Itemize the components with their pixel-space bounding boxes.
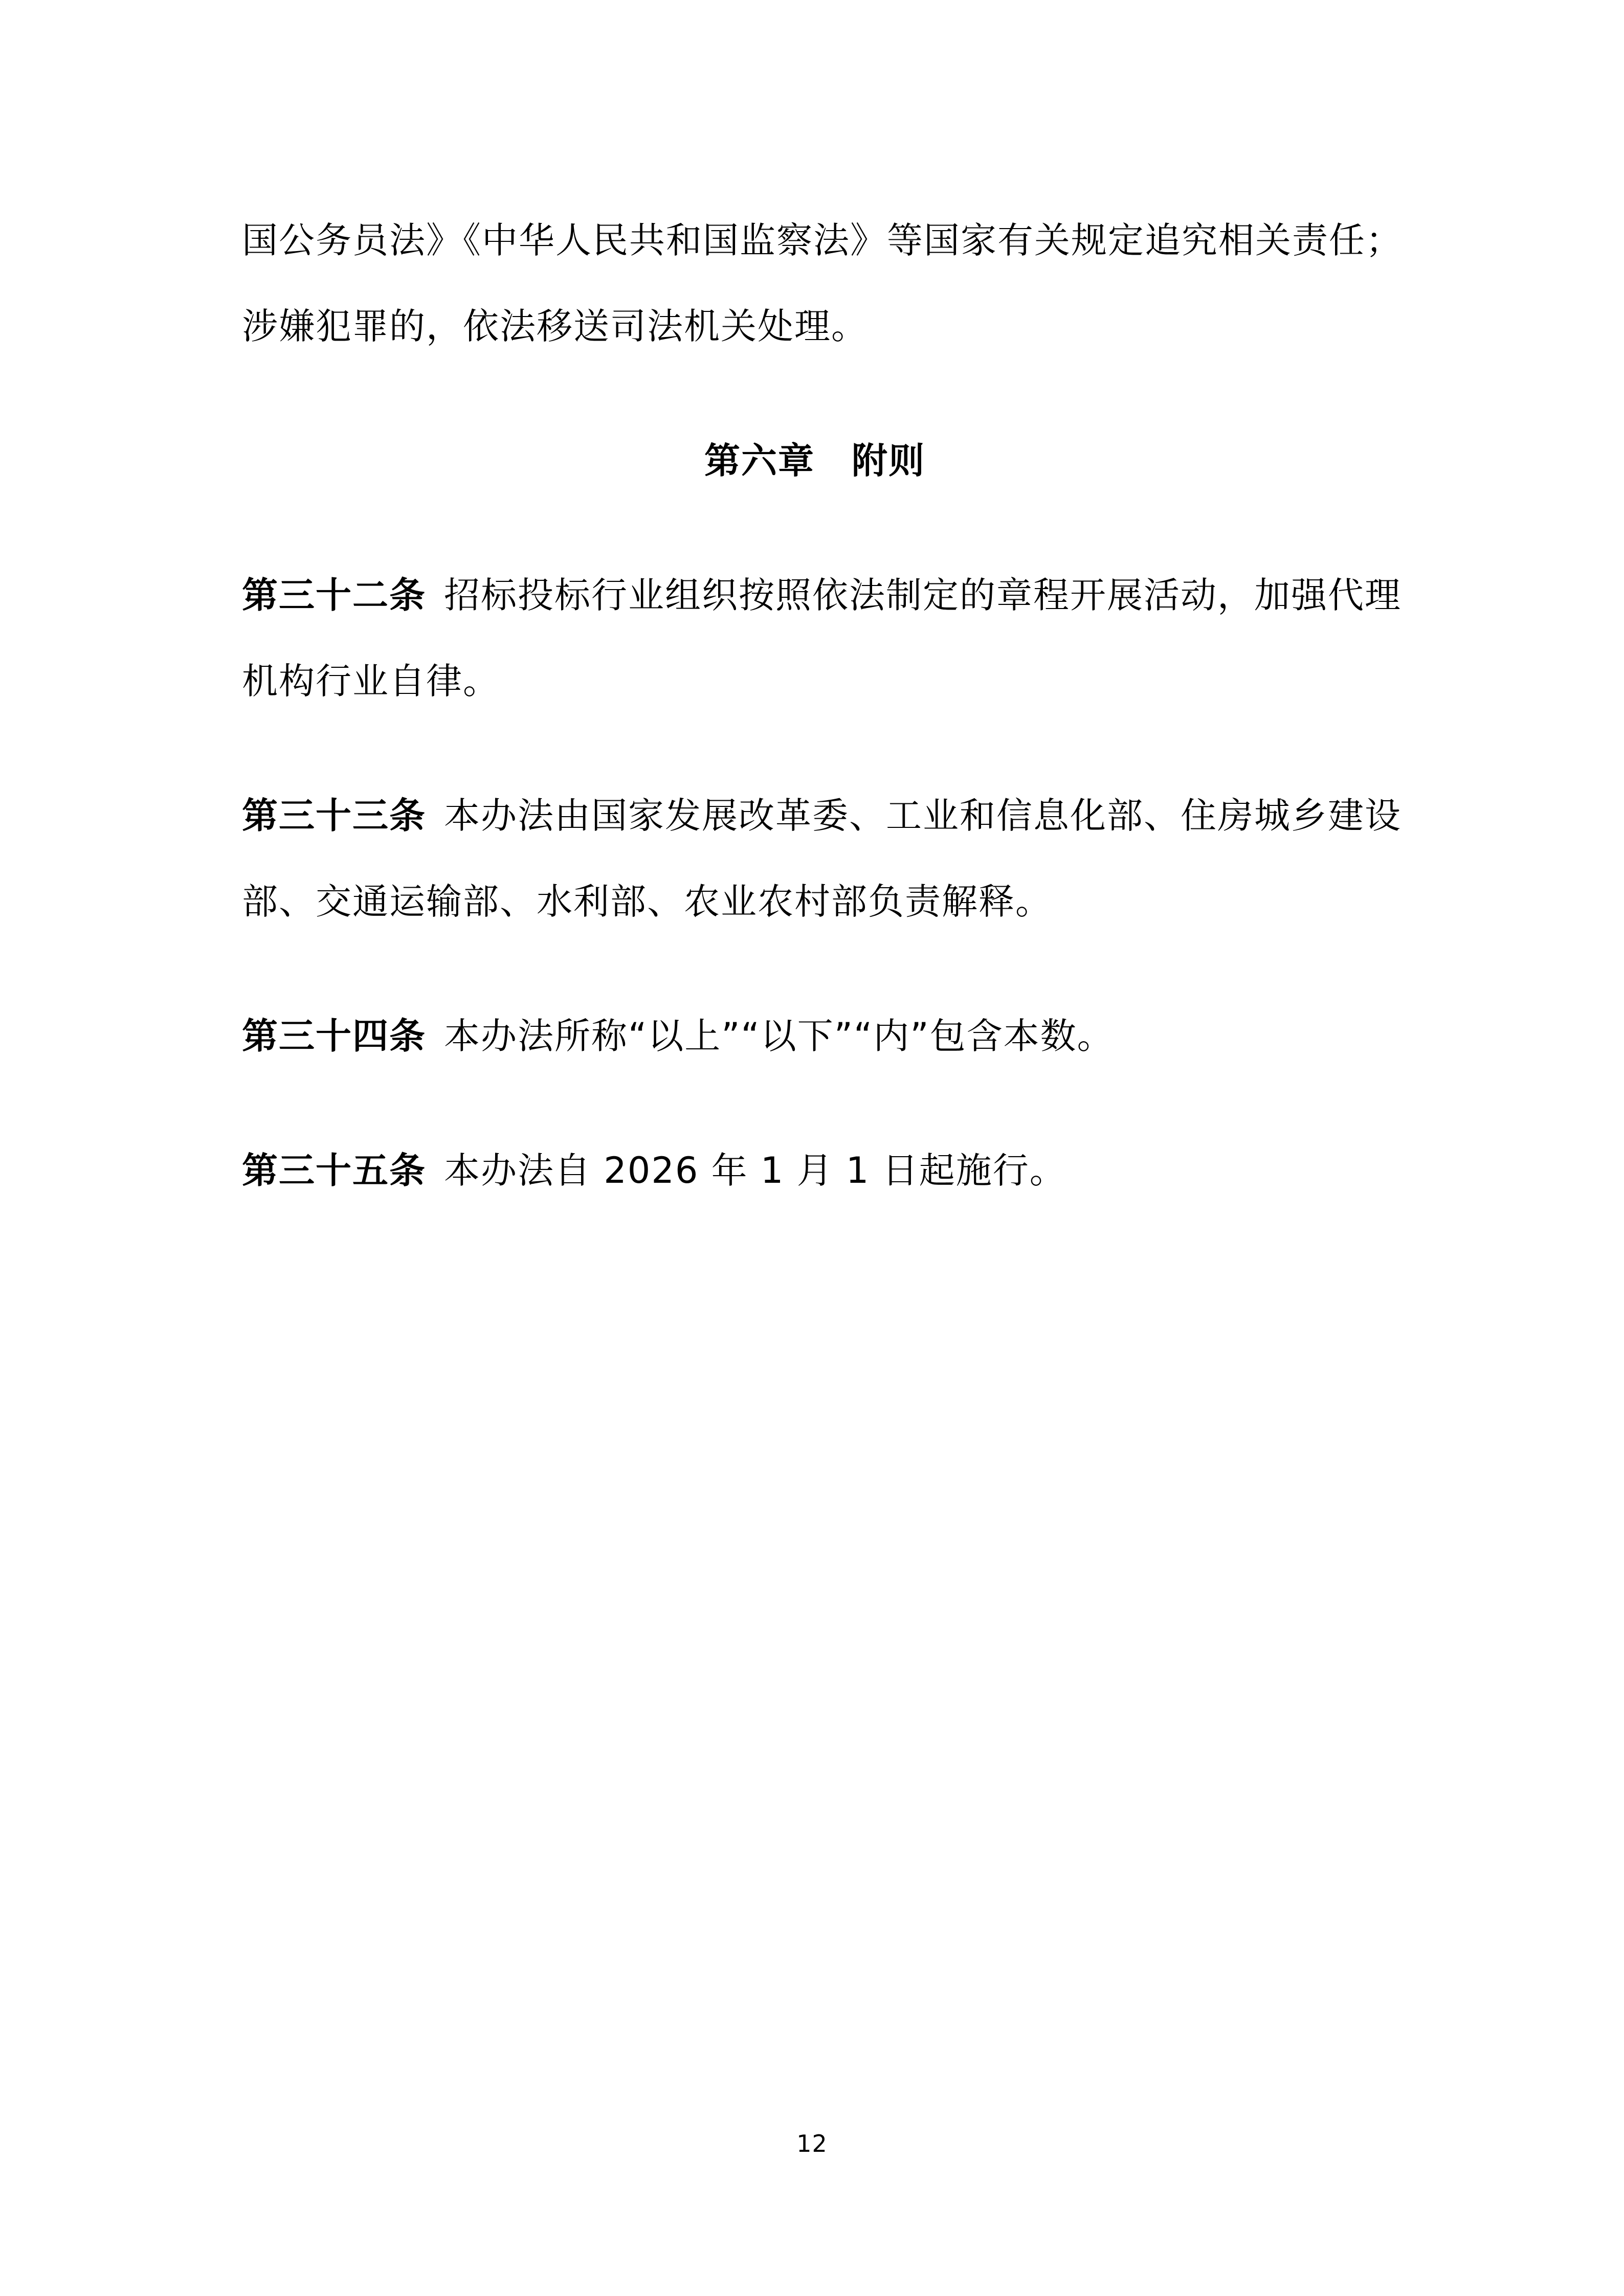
article-35-number: 第三十五条 bbox=[242, 1150, 426, 1191]
text-line: 国公务员法》《中华人民共和国监察法》等国家有关规定追究相关责任； bbox=[242, 219, 1403, 261]
continuation-paragraph bbox=[242, 197, 1403, 369]
article-34-text: 本办法所称“以上”“以下”“内”包含本数。 bbox=[444, 1015, 1114, 1057]
article-33-text: 本办法由国家发展改革委、工业和信息化部、住房城乡建设 bbox=[444, 795, 1401, 837]
article-34-paragraph bbox=[242, 993, 1388, 1079]
text-line bbox=[242, 773, 1401, 859]
article-33-number: 第三十三条 bbox=[242, 795, 426, 837]
page-footer bbox=[0, 2127, 1624, 2160]
article-33-paragraph bbox=[242, 773, 1401, 944]
text-line: 部、交通运输部、水利部、农业农村部负责解释。 bbox=[242, 881, 1052, 922]
text-line bbox=[242, 993, 1388, 1079]
article-32-text: 招标投标行业组织按照依法制定的章程开展活动，加强代理 bbox=[444, 574, 1401, 616]
page-number: 12 bbox=[796, 2130, 828, 2157]
article-32-number: 第三十二条 bbox=[242, 574, 426, 616]
page-content bbox=[242, 197, 1403, 1262]
article-32-paragraph bbox=[242, 552, 1401, 724]
text-line bbox=[242, 1128, 1388, 1213]
article-35-paragraph bbox=[242, 1128, 1388, 1213]
text-line: 涉嫌犯罪的，依法移送司法机关处理。 bbox=[242, 305, 868, 347]
text-line: 机构行业自律。 bbox=[242, 660, 500, 702]
chapter-heading: 第六章 附则 bbox=[704, 440, 925, 482]
article-34-number: 第三十四条 bbox=[242, 1015, 426, 1057]
article-35-text: 本办法自 2026 年 1 月 1 日起施行。 bbox=[444, 1150, 1066, 1191]
text-line bbox=[242, 552, 1401, 638]
